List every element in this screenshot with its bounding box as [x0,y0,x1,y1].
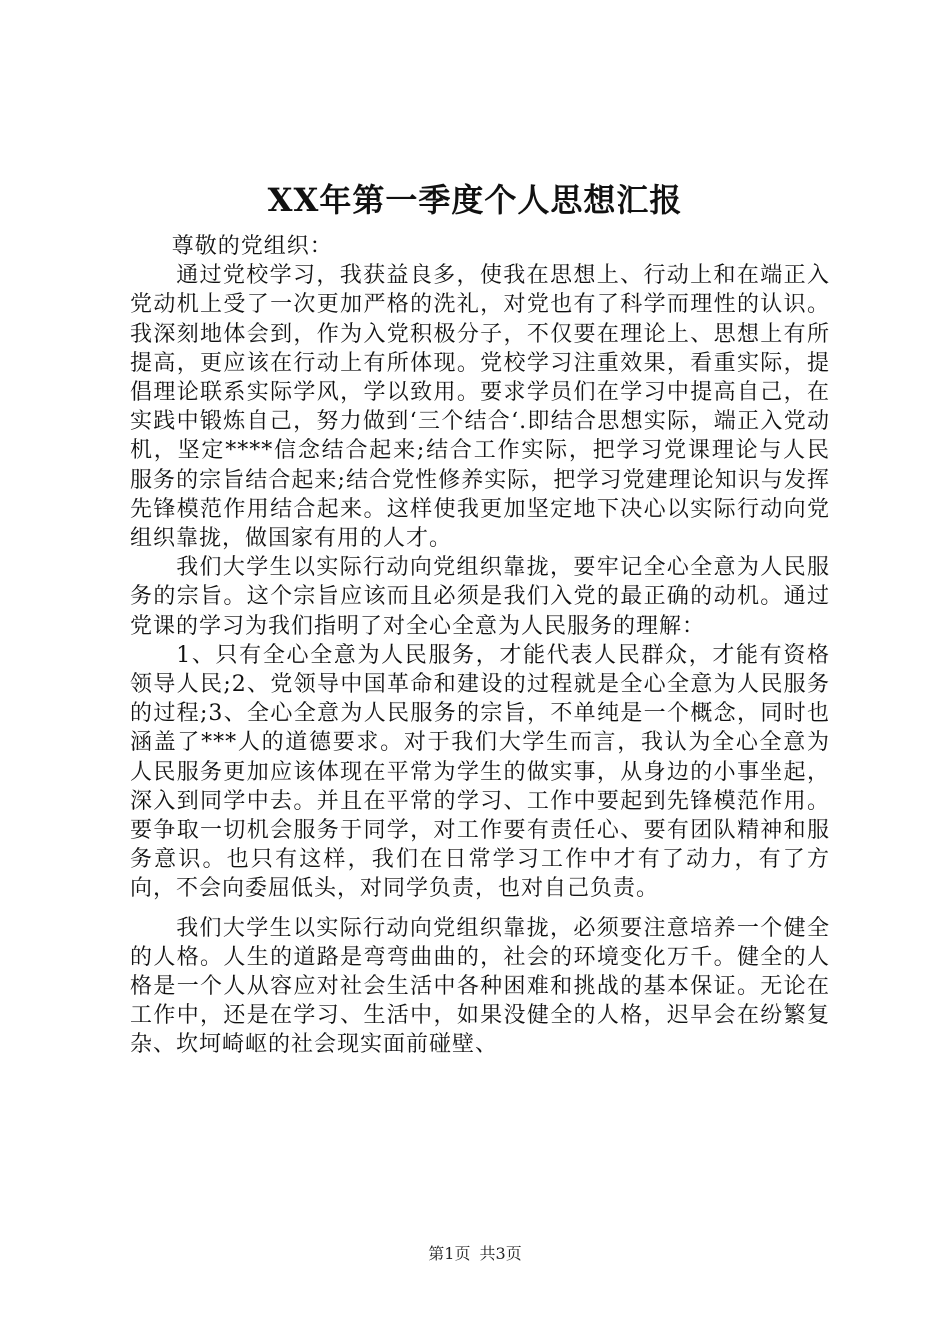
paragraph-4: 我们大学生以实际行动向党组织靠拢，必须要注意培养一个健全的人格。人生的道路是弯弯曲曲的，社会的环境变化万千。健全的人格是一个人从容应对社会生活中各种困难和挑战的基本保证。无论在工作中，还是在学习、生活中，如果没健全的人格，迟早会在纷繁复杂、坎坷崎岖的社会现实面前碰壁、 [130,915,830,1058]
page-total: 共3页 [479,1244,522,1263]
page-footer [0,1244,950,1264]
paragraph-2: 我们大学生以实际行动向党组织靠拢，要牢记全心全意为人民服务的宗旨。这个宗旨应该而且必须是我们入党的最正确的动机。通过党课的学习为我们指明了对全心全意为人民服务的理解： [130,555,830,639]
paragraph-1: 通过党校学习，我获益良多，使我在思想上、行动上和在端正入党动机上受了一次更加严格的洗礼，对党也有了科学而理性的认识。我深刻地体会到，作为入党积极分子，不仅要在理论上、思想上有所提高，更应该在行动上有所体现。党校学习注重效果，看重实际，提倡理论联系实际学风，学以致用。要求学员们在学习中提高自己，在实践中锻炼自己，努力做到‘三个结合‘.即结合思想实际，端正入党动机，坚定****信念结合起来;结合工作实际，把学习党课理论与人民服务的宗旨结合起来;结合党性修养实际，把学习党建理论知识与发挥先锋模范作用结合起来。这样使我更加坚定地下决心以实际行动向党组织靠拢，做国家有用的人才。 [130,263,830,552]
page-number: 第1页 [428,1244,471,1263]
document-title: XX年第一季度个人思想汇报 [267,181,683,219]
document-body [130,232,830,1060]
salutation: 尊敬的党组织： [171,234,333,259]
paragraph-3: 1、只有全心全意为人民服务，才能代表人民群众，才能有资格领导人民;2、党领导中国革命和建设的过程就是全心全意为人民服务的过程;3、全心全意为人民服务的宗旨，不单纯是一个概念，同时也涵盖了***人的道德要求。对于我们大学生而言，我认为全心全意为人民服务更加应该体现在平常为学生的做实事，从身边的小事坐起，深入到同学中去。并且在平常的学习、工作中要起到先锋模范作用。要争取一切机会服务于同学，对工作要有责任心、要有团队精神和服务意识。也只有这样，我们在日常学习工作中才有了动力，有了方向，不会向委屈低头，对同学负责，也对自己负责。 [130,642,830,902]
